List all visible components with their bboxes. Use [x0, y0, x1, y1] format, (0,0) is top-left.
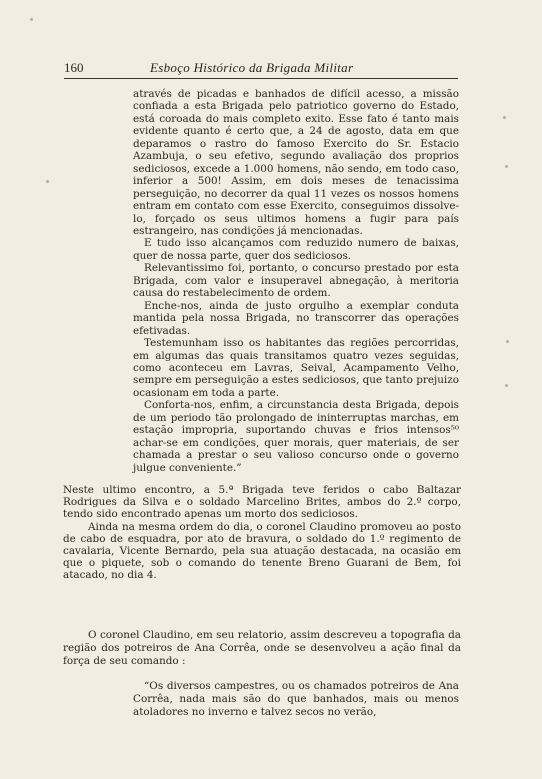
report-quote [133, 88, 459, 474]
body-paragraph: O coronel Claudino, em seu relatorio, assim descreveu a topografia da região dos potreiros de Ana Corrêa, onde se desenvolveu a ação final da força de seu comando : [63, 629, 461, 667]
body-text [63, 484, 461, 582]
body-paragraph: Neste ultimo encontro, a 5.ª Brigada teve feridos o cabo Baltazar Rodrigues da Silva e o soldado Marcelino Brites, ambos do 2.º corpo, tendo sido encontrado apenas um morto dos sediciosos. [63, 484, 461, 521]
page-number: 160 [64, 60, 84, 75]
body-paragraph: Ainda na mesma ordem do dia, o coronel Claudino promoveu ao posto de cabo de esquadra, por ato de bravura, o soldado do 1.º regimento de cavalaria, Vicente Bernardo, pela sua atuação destacada, na ocasião em que o piquete, sob o comando do tenente Breno Guarani de Bem, foi atacado, no dia 4. [63, 520, 461, 582]
topography-quote [133, 680, 459, 718]
quote-paragraph: Conforta-nos, enfim, a circunstancia desta Brigada, depois de um periodo tão prolongado de ininterruptas marchas, em estação impropria, suportando chuvas e frios intensos⁵⁰ achar-se em condições, quer morais, quer materiais, de ser chamada a prestar o seu valioso concurso onde o governo julgue conveniente.” [133, 399, 459, 474]
quote-paragraph: E tudo isso alcançamos com reduzido numero de baixas, quer de nossa parte, quer dos sediciosos. [133, 237, 459, 262]
quote-paragraph: Relevantissimo foi, portanto, o concurso prestado por esta Brigada, com valor e insuperavel abnegação, à meritoria causa do restabelecimento de ordem. [133, 262, 459, 300]
header-rule [64, 78, 458, 79]
quote-paragraph: Enche-nos, ainda de justo orgulho a exemplar conduta mantida pela nossa Brigada, no transcorrer das operações efetivadas. [133, 299, 459, 337]
running-title: Esboço Histórico da Brigada Militar [150, 60, 354, 75]
quote-paragraph: “Os diversos campestres, ou os chamados potreiros de Ana Corrêa, nada mais são do que banhados, mais ou menos atoladores no inverno e talvez secos no verão, [133, 680, 459, 718]
body-text [63, 629, 461, 667]
quote-paragraph: Testemunham isso os habitantes das regiões percorridas, em algumas das quais transitamos quatro vezes seguidas, como aconteceu em Lavras, Seival, Acampamento Velho, sempre em perseguição a estes sediciosos, que tanto prejuizo ocasionam em toda a parte. [133, 337, 459, 399]
quote-paragraph: através de picadas e banhados de difícil acesso, a missão confiada a esta Brigada pelo patriotico governo do Estado, está coroada do mais completo exito. Esse fato é tanto mais evidente quanto é certo que, a 24 de agosto, data em que deparamos o rastro do famoso Exercito do Sr. Estacio Azambuja, o seu efetivo, segundo avaliação dos proprios sediciosos, excede a 1.000 homens, não sendo, em todo caso, inferior a 500! Assim, em dois meses de tenacissima perseguição, no decorrer da qual 11 vezes os nossos homens entram em contato com esse Exercito, conseguimos dissolve-lo, forçado os seus ultimos homens a fugir para país estrangeiro, nas condições já mencionadas. [133, 88, 459, 237]
